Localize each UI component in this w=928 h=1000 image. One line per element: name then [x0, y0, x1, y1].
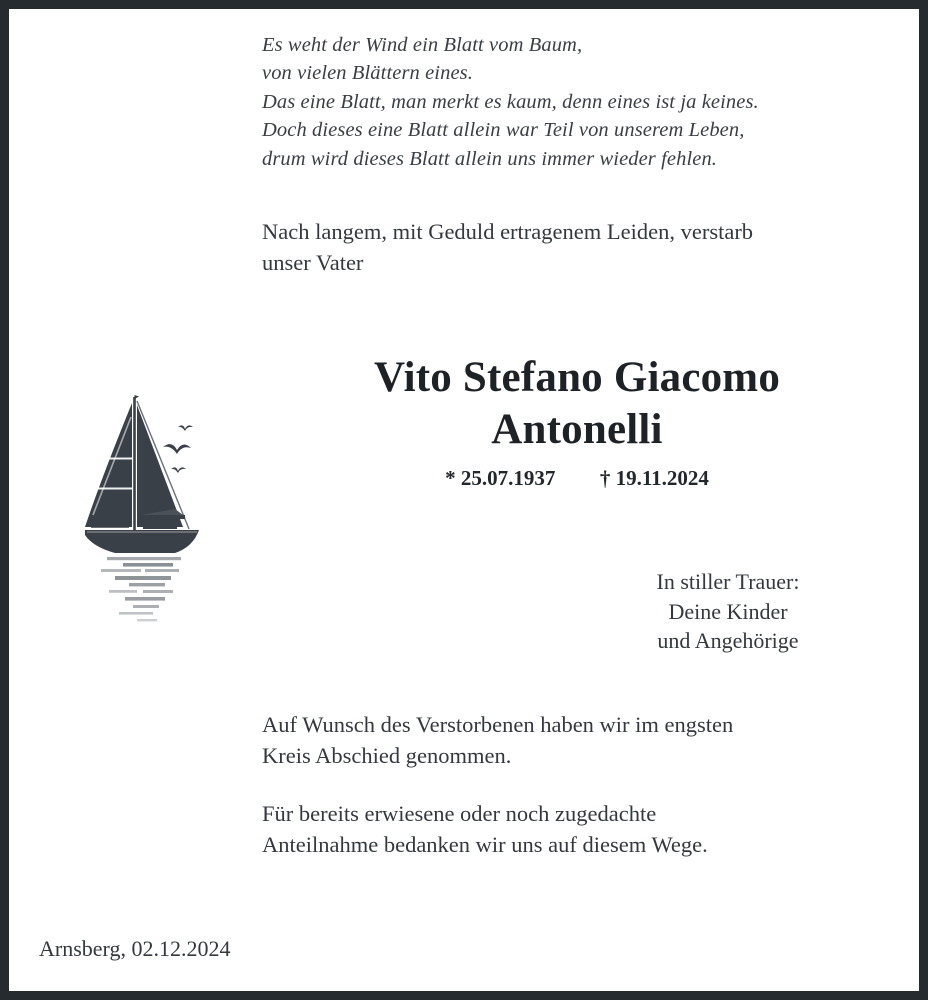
closing-line: Auf Wunsch des Verstorbenen haben wir im engsten [262, 712, 734, 737]
poem-line: Das eine Blatt, man merkt es kaum, denn eines ist ja keines. [262, 90, 759, 113]
closing-line: Kreis Abschied genommen. [262, 743, 512, 768]
place-and-date: Arnsberg, 02.12.2024 [39, 936, 231, 961]
seagulls-graphic [163, 425, 193, 473]
death-cross-icon: † [599, 466, 611, 490]
closing-line: Für bereits erwiesene oder noch zugedachte [262, 801, 657, 826]
sailboat-graphic [85, 395, 199, 553]
mourners-heading: In stiller Trauer: [656, 569, 800, 594]
obituary-notice-body [9, 9, 919, 991]
closing-line: Anteilnahme bedanken wir uns auf diesem Wege. [262, 832, 708, 857]
poem-line: Es weht der Wind ein Blatt vom Baum, [262, 34, 583, 56]
mourners-line: Deine Kinder [668, 598, 788, 624]
water-reflection-graphic [101, 557, 181, 621]
poem-line: von vielen Blättern eines. [262, 62, 473, 85]
announcement-text [262, 216, 912, 278]
sailboat-illustration [71, 387, 231, 632]
deceased-name-line-1: Vito Stefano Giacomo [373, 354, 781, 401]
poem-line: Doch dieses eine Blatt allein war Teil von unserem Leben, [262, 119, 745, 142]
deceased-name-line-2: Antonelli [491, 406, 663, 453]
announcement-line: unser Vater [262, 250, 364, 275]
birth-date: 25.07.1937 [460, 466, 556, 490]
birth-star-icon: * [445, 466, 456, 490]
announcement-line: Nach langem, mit Geduld ertragenem Leiden, verstarb [262, 219, 754, 244]
mourners-line: und Angehörige [657, 628, 799, 653]
memorial-poem [262, 31, 902, 173]
poem-line: drum wird dieses Blatt allein uns immer wieder fehlen. [262, 147, 718, 170]
closing-paragraph-1 [262, 709, 912, 771]
death-date: 19.11.2024 [615, 466, 709, 490]
closing-text [262, 709, 912, 860]
closing-paragraph-2 [262, 798, 912, 860]
mourners-block [554, 567, 902, 656]
deceased-name-block [257, 352, 897, 491]
life-dates [257, 466, 897, 491]
